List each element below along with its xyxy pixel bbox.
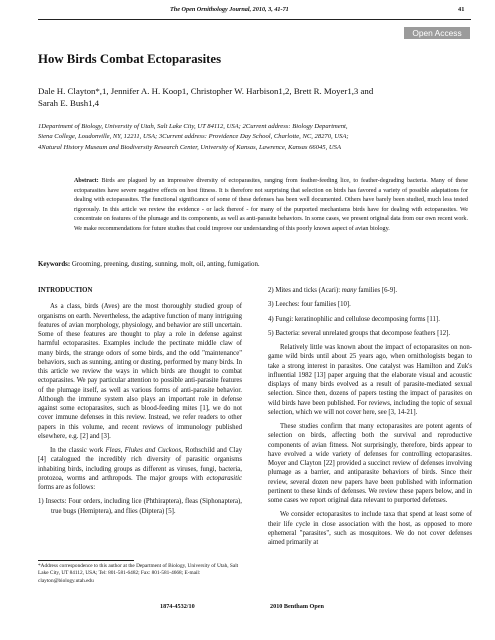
- publisher-copyright: 2010 Bentham Open: [270, 603, 324, 610]
- list-item-mites: 2) Mites and ticks (Acari): many families [6-9].: [268, 287, 398, 294]
- abstract: [74, 177, 468, 234]
- body-paragraph-3: We consider ectoparasites to include taxa that spend at least some of their life cycle in close association with the host, as opposed to more ephemeral "parasites", such as mosquitoes. We do not cover defenses aimed primarily at: [268, 511, 472, 546]
- page-number: 41: [458, 6, 465, 13]
- body-paragraph-2: These studies confirm that many ectoparasites are potent agents of selection on birds, affecting both the survival and reproductive components of avian fitness. Not surprisingly, therefore, birds appear to have evolved a wide variety of defenses for controlling ectoparasites. Moyer and Clayton [22] provided a succinct review of defenses involving plumage as a barrier, and antiparasite behaviors of birds. Since their review, several dozen new papers have been published with information pertinent to these kinds of defenses. We review these papers below, and in some cases we report original data relevant to purported defenses.: [268, 423, 472, 504]
- journal-citation: The Open Ornithology Journal, 2010, 3, 41-71: [170, 6, 289, 13]
- list-item-leeches: 3) Leeches: four families [10].: [268, 301, 351, 309]
- keywords-label: Keywords:: [38, 261, 71, 268]
- issn: 1874-4532/10: [160, 603, 195, 610]
- body-paragraph-1: Relatively little was known about the impact of ectoparasites on non-game wild birds until about 25 years ago, when ornithologists began to take a strong interest in parasites. One catalyst was Hamilton and Zuk's influential 1982 [13] paper arguing that the elaborate visual and acoustic displays of many birds evolved as a result of parasite-mediated sexual selection. Since then, dozens of papers testing the impact of parasites on wild birds have been published. For reviews, including the topic of sexual selection, which we will not cover here, see [3, 14-21].: [268, 344, 472, 416]
- article-title: How Birds Combat Ectoparasites: [38, 52, 222, 66]
- header-divider: [38, 19, 471, 20]
- intro-paragraph-1: As a class, birds (Aves) are the most thoroughly studied group of organisms on earth. Nevertheless, the adaptive function of many intriguing features of avian morphology, physiology, and behavior are still uncertain. Some of these features are thought to play a role in defense against harmful ectoparasites. Examples include the pectinate middle claw of many birds, the strange odors of some birds, and the odd "maintenance" behaviors, such as sunning, anting or dusting, performed by many birds. In this article we review the ways in which birds are thought to combat ectoparasites. We pay particular attention to possible anti-parasite features of the plumage itself, as well as various forms of anti-parasite behavior. Although the immune system also plays an important role in defense against some ectoparasites, such as blood-feeding mites [1], we do not cover immune defenses in this review. Instead, we refer readers to other papers in this volume, and recent reviews of immunology published elsewhere, e.g. [2] and [3].: [38, 303, 242, 440]
- affiliations: [38, 122, 472, 153]
- author-line-1: Dale H. Clayton*,1, Jennifer A. H. Koop1, Christopher W. Harbison1,2, Brett R. Moyer1,3 and: [38, 86, 374, 96]
- open-access-badge: Open Access: [404, 27, 470, 39]
- affiliation-line-1: 1Department of Biology, University of Utah, Salt Lake City, UT 84112, USA; 2Current address: Biology Department,: [38, 123, 348, 130]
- right-column: [268, 286, 472, 552]
- author-line-2: Sarah E. Bush1,4: [38, 98, 100, 109]
- correspondence-footnote: *Address correspondence to this author at the Department of Biology, University of Utah, Salt Lake City, UT 84112, USA; Tel: 801-581-6482; Fax: 801-581-4668; E-mail: clayton@biology.utah.edu: [38, 563, 239, 584]
- section-heading: INTRODUCTION: [38, 287, 93, 294]
- author-list: [38, 85, 468, 110]
- list-item-bacteria: 5) Bacteria: several unrelated groups that decompose feathers [12].: [268, 329, 451, 337]
- abstract-text: Birds are plagued by an impressive diversity of ectoparasites, ranging from feather-feeding lice, to feather-degrading bacteria. Many of these ectoparasites have severe negative effects on host fitness. It is therefore not surprising that selection on birds has favored a variety of possible adaptations for dealing with ectoparasites. The functional significance of some of these defenses has been well documented. Others have barely been studied, much less tested rigorously. In this article we review the evidence - or lack thereof - for many of the purported mechanisms birds have for dealing with ectoparasites. We concentrate on features of the plumage and its components, as well as anti-parasite behaviors. In some cases, we present original data from our own recent work. We make recommendations for future studies that could improve our understanding of this poorly known aspect of avian biology.: [74, 178, 468, 232]
- abstract-label: Abstract:: [74, 178, 99, 184]
- keywords-text: Grooming, preening, dusting, sunning, molt, oil, anting, fumigation.: [71, 261, 260, 268]
- list-item-insects: 1) Insects: Four orders, including lice (Phthiraptera), fleas (Siphonaptera), true bugs (Hemiptera), and flies (Diptera) [5].: [38, 498, 242, 515]
- affiliation-line-2: Siena College, Loudonville, NY, 12211, USA; 3Current address: Providence Day School, Charlotte, NC, 28270, USA;: [38, 133, 349, 141]
- keywords: [38, 261, 472, 268]
- footnote-divider: [38, 560, 134, 561]
- list-item-fungi: 4) Fungi: keratinophilic and cellulose decomposing forms [11].: [268, 315, 440, 323]
- affiliation-line-3: 4Natural History Museum and Biodiversity Research Center, University of Kansas, Lawrence, Kansas 66045, USA: [38, 143, 341, 151]
- left-column: [38, 286, 242, 521]
- intro-paragraph-2: In the classic work Fleas, Flukes and Cuckoos, Rothschild and Clay [4] catalogued the incredibly rich diversity of parasitic organisms inhabiting birds, including groups as different as viruses, fungi, bacteria, protozoa, worms and arthropods. The major groups with ectoparasitic forms are as follows:: [38, 447, 242, 491]
